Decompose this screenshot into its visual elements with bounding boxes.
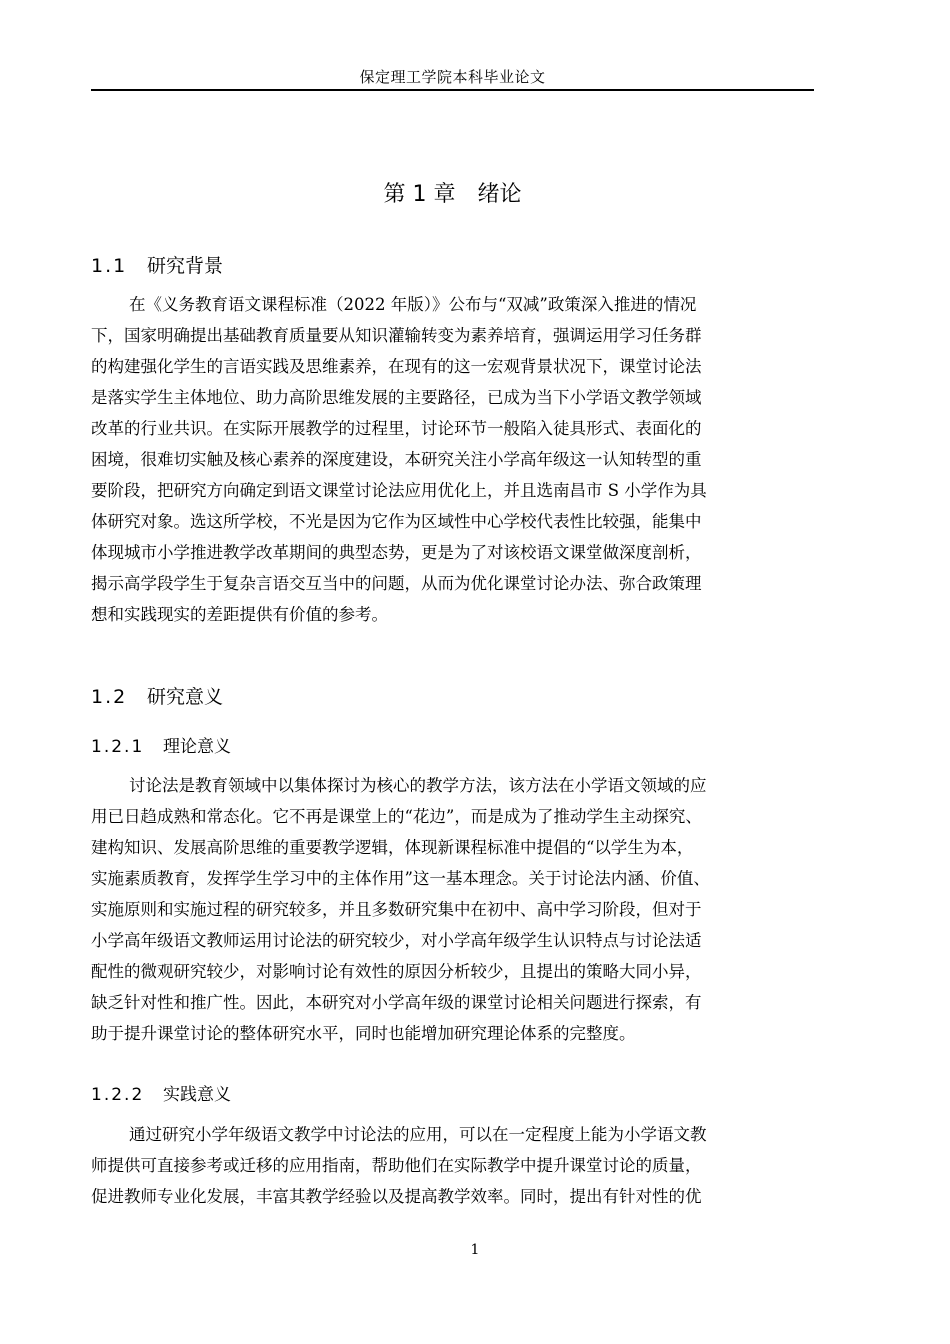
text-line: 建构知识、发展高阶思维的重要教学逻辑，体现新课程标准中提倡的“以学生为本， xyxy=(91,838,694,857)
text-line: 想和实践现实的差距提供有价值的参考。 xyxy=(91,605,388,624)
subsection-number: 1.2.2 xyxy=(91,1085,145,1105)
section-number: 1.2 xyxy=(91,686,128,708)
text-line: 实施素质教育，发挥学生学习中的主体作用”这一基本理念。关于讨论法内涵、价值、 xyxy=(91,869,710,888)
text-line: 小学高年级语文教师运用讨论法的研究较少，对小学高年级学生认识特点与讨论法适 xyxy=(91,931,702,950)
subsection-heading-1-2-2 xyxy=(91,1082,231,1108)
section-number: 1.1 xyxy=(91,255,128,277)
paragraph-research-background xyxy=(91,289,814,630)
chapter-heading xyxy=(91,178,814,212)
text-line: 讨论法是教育领域中以集体探讨为核心的教学方法，该方法在小学语文领域的应 xyxy=(129,776,707,795)
section-heading-1-1 xyxy=(91,252,223,280)
text-line: 促进教师专业化发展，丰富其教学经验以及提高教学效率。同时，提出有针对性的优 xyxy=(91,1187,702,1206)
text-line: 师提供可直接参考或迁移的应用指南，帮助他们在实际教学中提升课堂讨论的质量， xyxy=(91,1156,702,1175)
chapter-title: 绪论 xyxy=(477,182,522,207)
subsection-title: 实践意义 xyxy=(163,1085,231,1105)
text-line: 改革的行业共识。在实际开展教学的过程里，讨论环节一般陷入徒具形式、表面化的 xyxy=(91,419,702,438)
text-line: 的构建强化学生的言语实践及思维素养，在现有的这一宏观背景状况下，课堂讨论法 xyxy=(91,357,702,376)
header-rule xyxy=(91,89,814,91)
running-header: 保定理工学院本科毕业论文 xyxy=(359,68,546,86)
subsection-number: 1.2.1 xyxy=(91,737,145,757)
text-line: 体研究对象。选这所学校，不光是因为它作为区域性中心学校代表性比较强，能集中 xyxy=(91,512,702,531)
text-line: 要阶段，把研究方向确定到语文课堂讨论法应用优化上，并且选南昌市 S 小学作为具 xyxy=(91,481,707,500)
text-line: 在《义务教育语文课程标准（2022 年版）》公布与“双减”政策深入推进的情况 xyxy=(129,295,697,314)
subsection-title: 理论意义 xyxy=(163,737,231,757)
subsection-heading-1-2-1 xyxy=(91,734,231,760)
text-line: 助于提升课堂讨论的整体研究水平，同时也能增加研究理论体系的完整度。 xyxy=(91,1024,636,1043)
text-line: 困境，很难切实触及核心素养的深度建设，本研究关注小学高年级这一认知转型的重 xyxy=(91,450,702,469)
paragraph-practical-significance xyxy=(91,1119,814,1212)
text-line: 通过研究小学年级语文教学中讨论法的应用，可以在一定程度上能为小学语文教 xyxy=(129,1125,707,1144)
text-line: 体现城市小学推进教学改革期间的典型态势，更是为了对该校语文课堂做深度剖析， xyxy=(91,543,702,562)
text-line: 用已日趋成熟和常态化。它不再是课堂上的“花边”，而是成为了推动学生主动探究、 xyxy=(91,807,702,826)
text-line: 是落实学生主体地位、助力高阶思维发展的主要路径，已成为当下小学语文教学领域 xyxy=(91,388,702,407)
text-line: 缺乏针对性和推广性。因此，本研究对小学高年级的课堂讨论相关问题进行探索，有 xyxy=(91,993,702,1012)
chapter-number: 第 1 章 xyxy=(383,182,456,207)
text-line: 下，国家明确提出基础教育质量要从知识灌输转变为素养培育，强调运用学习任务群 xyxy=(91,326,702,345)
text-line: 配性的微观研究较少，对影响讨论有效性的原因分析较少，且提出的策略大同小异， xyxy=(91,962,702,981)
section-title: 研究背景 xyxy=(147,255,224,277)
paragraph-theoretical-significance xyxy=(91,770,814,1049)
text-line: 揭示高学段学生于复杂言语交互当中的问题，从而为优化课堂讨论办法、弥合政策理 xyxy=(91,574,702,593)
page-number: 1 xyxy=(470,1242,480,1258)
section-title: 研究意义 xyxy=(147,686,224,708)
text-line: 实施原则和实施过程的研究较多，并且多数研究集中在初中、高中学习阶段，但对于 xyxy=(91,900,702,919)
section-heading-1-2 xyxy=(91,683,223,711)
